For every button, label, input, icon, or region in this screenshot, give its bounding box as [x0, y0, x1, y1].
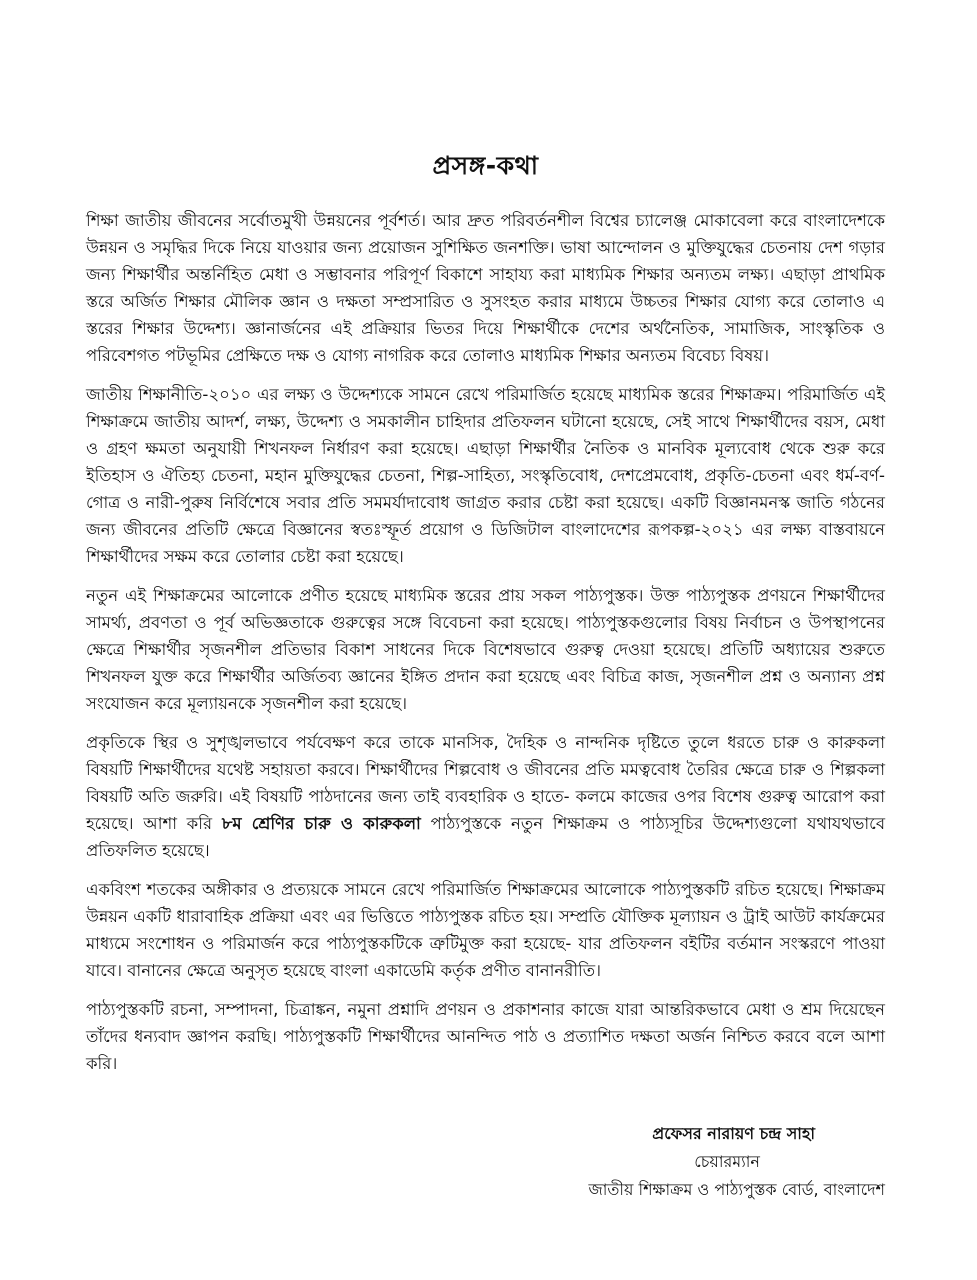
paragraph-1: শিক্ষা জাতীয় জীবনের সর্বোতমুখী উন্নয়নের পূর্বশর্ত। আর দ্রুত পরিবর্তনশীল বিশ্বের চ্যালেঞ্জ মোকাবেলা করে বাংলাদেশকে উন্নয়ন ও সমৃদ্ধির দিকে নিয়ে যাওয়ার জন্য প্রয়োজন সুশিক্ষিত জনশক্তি। ভাষা আন্দোলন ও মুক্তিযুদ্ধের চেতনায় দেশ গড়ার জন্য শিক্ষার্থীর অন্তর্নিহিত মেধা ও সম্ভাবনার পরিপূর্ণ বিকাশে সাহায্য করা মাধ্যমিক শিক্ষার অন্যতম লক্ষ্য। এছাড়া প্রাথমিক স্তরে অর্জিত শিক্ষার মৌলিক জ্ঞান ও দক্ষতা সম্প্রসারিত ও সুসংহত করার মাধ্যমে উচ্চতর শিক্ষার যোগ্য করে তোলাও এ স্তরের শিক্ষার উদ্দেশ্য। জ্ঞানার্জনের এই প্রক্রিয়ার ভিতর দিয়ে শিক্ষার্থীকে দেশের অর্থনৈতিক, সামাজিক, সাংস্কৃতিক ও পরিবেশগত পটভূমির প্রেক্ষিতে দক্ষ ও যোগ্য নাগরিক করে তোলাও মাধ্যমিক শিক্ষার অন্যতম বিবেচ্য বিষয়। — [86, 211, 885, 365]
paragraph-2: জাতীয় শিক্ষানীতি-২০১০ এর লক্ষ্য ও উদ্দেশ্যকে সামনে রেখে পরিমার্জিত হয়েছে মাধ্যমিক স্তরের শিক্ষাক্রম। পরিমার্জিত এই শিক্ষাক্রমে জাতীয় আদর্শ, লক্ষ্য, উদ্দেশ্য ও সমকালীন চাহিদার প্রতিফলন ঘটানো হয়েছে, সেই সাথে শিক্ষার্থীদের বয়স, মেধা ও গ্রহণ ক্ষমতা অনুযায়ী শিখনফল নির্ধারণ করা হয়েছে। এছাড়া শিক্ষার্থীর নৈতিক ও মানবিক মূল্যবোধ থেকে শুরু করে ইতিহাস ও ঐতিহ্য চেতনা, মহান মুক্তিযুদ্ধের চেতনা, শিল্প-সাহিত্য, সংস্কৃতিবোধ, দেশপ্রেমবোধ, প্রকৃতি-চেতনা এবং ধর্ম-বর্ণ-গোত্র ও নারী-পুরুষ নির্বিশেষে সবার প্রতি সমমর্যাদাবোধ জাগ্রত করার চেষ্টা করা হয়েছে। একটি বিজ্ঞানমনস্ক জাতি গঠনের জন্য জীবনের প্রতিটি ক্ষেত্রে বিজ্ঞানের স্বতঃস্ফূর্ত প্রয়োগ ও ডিজিটাল বাংলাদেশের রূপকল্প-২০২১ এর লক্ষ্য বাস্তবায়নে শিক্ষার্থীদের সক্ষম করে তোলার চেষ্টা করা হয়েছে। — [86, 385, 885, 566]
paragraph-5: একবিংশ শতকের অঙ্গীকার ও প্রত্যয়কে সামনে রেখে পরিমার্জিত শিক্ষাক্রমের আলোকে পাঠ্যপুস্তকটি রচিত হয়েছে। শিক্ষাক্রম উন্নয়ন একটি ধারাবাহিক প্রক্রিয়া এবং এর ভিত্তিতে পাঠ্যপুস্তক রচিত হয়। সম্প্রতি যৌক্তিক মূল্যায়ন ও ট্রাই আউট কার্যক্রমের মাধ্যমে সংশোধন ও পরিমার্জন করে পাঠ্যপুস্তকটিকে ত্রুটিমুক্ত করা হয়েছে- যার প্রতিফলন বইটির বর্তমান সংস্করণে পাওয়া যাবে। বানানের ক্ষেত্রে অনুসৃত হয়েছে বাংলা একাডেমি কর্তৃক প্রণীত বানানরীতি। — [86, 880, 885, 980]
paragraph-4-start: প্রকৃতিকে স্থির ও সুশৃঙ্খলভাবে পর্যবেক্ষণ করে তাকে মানসিক, দৈহিক ও নান্দনিক দৃষ্টিতে তুলে ধরতে চারু ও কারুকলা বিষয়টি শিক্ষার্থীদের যথেষ্ট সহায়তা করবে। শিক্ষার্থীদের শিল্পবোধ ও জীবনের প্রতি মমত্ববোধ তৈরির ক্ষেত্রে চারু ও শিল্পকলা বিষয়টি অতি জরুরি। এই বিষয়টি পাঠদানের জন্য তাই ব্যবহারিক ও হাতে- কলমে কাজের ওপর বিশেষ গুরুত্ব আরোপ করা হয়েছে। আশা করি — [86, 733, 885, 833]
document-body — [86, 207, 885, 1077]
signatory-organization: জাতীয় শিক্ষাক্রম ও পাঠ্যপুস্তক বোর্ড, বাংলাদেশ — [588, 1180, 885, 1199]
signature-block — [588, 1120, 885, 1204]
paragraph-6: পাঠ্যপুস্তকটি রচনা, সম্পাদনা, চিত্রাঙ্কন, নমুনা প্রশ্নাদি প্রণয়ন ও প্রকাশনার কাজে যারা আন্তরিকভাবে মেধা ও শ্রম দিয়েছেন তাঁদের ধন্যবাদ জ্ঞাপন করছি। পাঠ্যপুস্তকটি শিক্ষার্থীদের আনন্দিত পাঠ ও প্রত্যাশিত দক্ষতা অর্জন নিশ্চিত করবে বলে আশা করি। — [86, 1000, 885, 1073]
paragraph-4-end: পাঠ্যপুস্তকে নতুন শিক্ষাক্রম ও পাঠ্যসূচির উদ্দেশ্যগুলো যথাযথভাবে প্রতিফলিত হয়েছে। — [86, 814, 885, 860]
paragraph-3: নতুন এই শিক্ষাক্রমের আলোকে প্রণীত হয়েছে মাধ্যমিক স্তরের প্রায় সকল পাঠ্যপুস্তক। উক্ত পাঠ্যপুস্তক প্রণয়নে শিক্ষার্থীদের সামর্থ্য, প্রবণতা ও পূর্ব অভিজ্ঞতাকে গুরুত্বের সঙ্গে বিবেচনা করা হয়েছে। পাঠ্যপুস্তকগুলোর বিষয় নির্বাচন ও উপস্থাপনের ক্ষেত্রে শিক্ষার্থীর সৃজনশীল প্রতিভার বিকাশ সাধনের দিকে বিশেষভাবে গুরুত্ব দেওয়া হয়েছে। প্রতিটি অধ্যায়ের শুরুতে শিখনফল যুক্ত করে শিক্ষার্থীর অর্জিতব্য জ্ঞানের ইঙ্গিত প্রদান করা হয়েছে এবং বিচিত্র কাজ, সৃজনশীল প্রশ্ন ও অন্যান্য প্রশ্ন সংযোজন করে মূল্যায়নকে সৃজনশীল করা হয়েছে। — [86, 586, 885, 713]
signatory-role: চেয়ারম্যান — [694, 1152, 760, 1171]
book-title-emphasis: ৮ম শ্রেণির চারু ও কারুকলা — [221, 814, 421, 833]
page-title: প্রসঙ্গ-কথা — [432, 151, 539, 180]
paragraph-4 — [86, 729, 885, 864]
signatory-name: প্রফেসর নারায়ণ চন্দ্র সাহা — [652, 1124, 815, 1143]
